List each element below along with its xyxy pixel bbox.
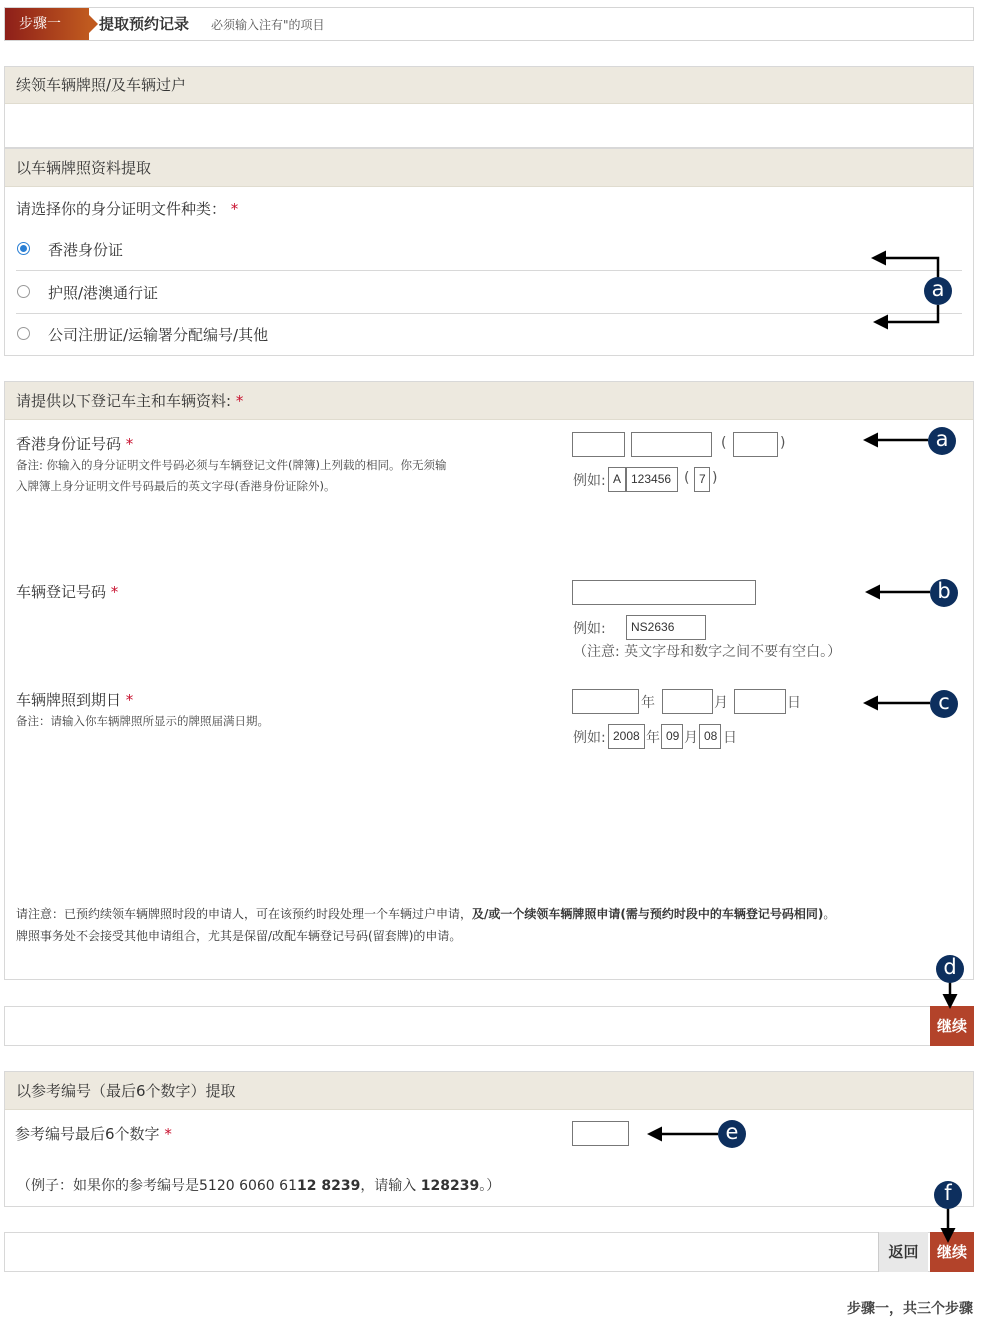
renew-panel-title: 续领车辆牌照/及车辆过户 <box>5 67 973 104</box>
doc-type-label: 请选择你的身分证明文件种类： * <box>16 200 239 218</box>
example-day-unit: 日 <box>723 730 737 746</box>
plate-hint: （注意: 英文字母和数字之间不要有空白。） <box>573 644 842 660</box>
arrow-a1-upper <box>874 258 938 278</box>
hkid-example-close-paren: ) <box>712 470 718 486</box>
marker-c: c <box>930 690 958 718</box>
radio-hkid-label[interactable]: 香港身份证 <box>48 241 124 259</box>
hkid-close-paren: ) <box>780 435 786 451</box>
plate-example-label: 例如: <box>573 621 606 637</box>
expiry-note: 备注：请输入你车辆牌照所显示的牌照届满日期。 <box>16 714 269 728</box>
owner-panel-title: 请提供以下登记车主和车辆资料: * <box>5 382 973 420</box>
plate-label: 车辆登记号码 * <box>16 583 119 601</box>
arrow-a1-lower <box>876 305 938 322</box>
back-button[interactable]: 返回 <box>878 1232 928 1272</box>
marker-a: a <box>928 427 956 455</box>
example-year-unit: 年 <box>646 730 660 746</box>
license-panel-title: 以车辆牌照资料提取 <box>5 149 973 187</box>
month-unit: 月 <box>714 695 728 711</box>
radio-company-label[interactable]: 公司注册证/运输署分配编号/其他 <box>48 326 269 344</box>
marker-d: d <box>936 955 964 983</box>
hkid-note-line1: 备注: 你输入的身分证明文件号码必须与车辆登记文件(牌簿)上列载的相同。你无须输 <box>16 458 447 472</box>
example-month-unit: 月 <box>684 730 698 746</box>
notice-line2: 牌照事务处不会接受其他申请组合，尤其是保留/改配车辆登记号码(留套牌)的申请。 <box>16 929 462 943</box>
day-unit: 日 <box>787 695 801 711</box>
year-unit: 年 <box>641 695 655 711</box>
marker-b: b <box>930 579 958 607</box>
hkid-example-open-paren: ( <box>684 470 690 486</box>
marker-a: a <box>924 277 952 305</box>
hkid-example-label: 例如: <box>573 473 606 489</box>
expiry-example-day: 08 <box>699 724 721 749</box>
step-badge: 步骤一 <box>5 8 89 40</box>
hkid-example-check: 7 <box>694 467 710 492</box>
expiry-label: 车辆牌照到期日 * <box>16 691 134 709</box>
step-title: 提取预约记录 <box>99 15 190 33</box>
radio-passport-label[interactable]: 护照/港澳通行证 <box>48 284 159 302</box>
expiry-example-label: 例如: <box>573 730 606 746</box>
hkid-example-digits: 123456 <box>626 467 678 492</box>
hkid-open-paren: ( <box>721 435 727 451</box>
notice-line1: 请注意：已预约续领车辆牌照时段的申请人，可在该预约时段处理一个车辆过户申请，及/或一个续领车辆牌照申请(需与预约时段中的车辆登记号码相同)。 <box>16 907 836 921</box>
marker-e: e <box>718 1120 746 1148</box>
reference-example: （例子：如果你的参考编号是5120 6060 6112 8239，请输入 128239。） <box>17 1178 501 1194</box>
marker-f: f <box>934 1181 962 1209</box>
hkid-note-line2: 入牌簿上身分证明文件号码最后的英文字母(香港身份证除外)。 <box>16 479 336 493</box>
continue-button-1[interactable]: 继续 <box>930 1006 974 1046</box>
expiry-example-year: 2008 <box>608 724 645 749</box>
step-footer: 步骤一，共三个步骤 <box>847 1301 973 1317</box>
expiry-example-month: 09 <box>661 724 683 749</box>
hkid-label: 香港身份证号码 * <box>16 435 134 453</box>
continue-button-2[interactable]: 继续 <box>930 1232 974 1272</box>
plate-example-value: NS2636 <box>626 615 706 640</box>
reference-panel-title: 以参考编号（最后6个数字）提取 <box>5 1072 973 1110</box>
required-note: 必须输入注有"的项目 <box>211 18 325 32</box>
hkid-example-prefix: A <box>608 467 626 492</box>
reference-label: 参考编号最后6个数字 * <box>15 1125 172 1143</box>
